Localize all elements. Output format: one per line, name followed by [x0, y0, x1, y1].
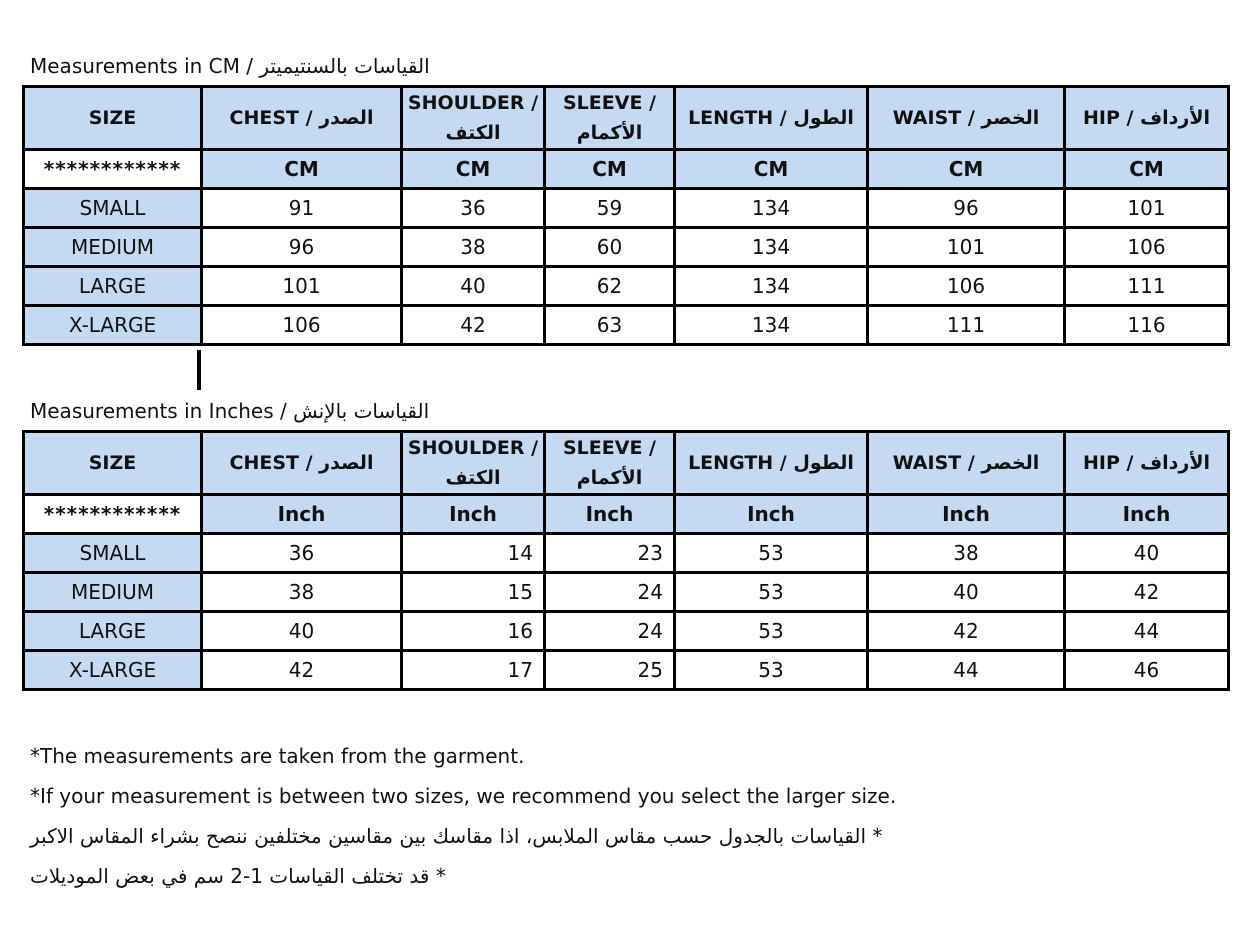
unit-cell: CM: [202, 150, 402, 189]
table-cell: 59: [545, 189, 675, 228]
table-cell: 38: [868, 534, 1065, 573]
table-cell: 96: [868, 189, 1065, 228]
table-cell: 106: [1065, 228, 1229, 267]
size-label: SMALL: [24, 189, 202, 228]
header-sleeve-line2: الأكمام: [576, 467, 643, 489]
header-size: SIZE: [24, 432, 202, 495]
header-row: [24, 87, 1229, 150]
header-shoulder: [402, 87, 545, 150]
table-cell: 116: [1065, 306, 1229, 345]
header-sleeve: [545, 432, 675, 495]
table-cell: 134: [675, 306, 868, 345]
unit-cell: Inch: [545, 495, 675, 534]
unit-cell: Inch: [868, 495, 1065, 534]
table-row: [24, 573, 1229, 612]
header-size: SIZE: [24, 87, 202, 150]
table-cell: 40: [1065, 534, 1229, 573]
header-chest: CHEST / الصدر: [202, 432, 402, 495]
table-cell: 38: [202, 573, 402, 612]
table-cell: 38: [402, 228, 545, 267]
table-cell: 42: [402, 306, 545, 345]
table-cell: 42: [868, 612, 1065, 651]
inch-table-caption: Measurements in Inches / القياسات بالإنش: [30, 399, 430, 423]
header-waist: WAIST / الخصر: [868, 432, 1065, 495]
header-sleeve-line1: SLEEVE /: [563, 437, 656, 459]
header-shoulder-line1: SHOULDER /: [407, 92, 539, 114]
header-shoulder-line2: الكتف: [445, 467, 501, 489]
unit-cell: Inch: [675, 495, 868, 534]
table-cell: 15: [402, 573, 545, 612]
table-cell: 63: [545, 306, 675, 345]
table-cell: 14: [402, 534, 545, 573]
table-cell: 60: [545, 228, 675, 267]
table-cell: 53: [675, 612, 868, 651]
unit-placeholder: ************: [24, 150, 202, 189]
cm-table-caption: Measurements in CM / القياسات بالسنتيميتر: [30, 54, 430, 78]
table-cell: 62: [545, 267, 675, 306]
table-cell: 53: [675, 573, 868, 612]
unit-placeholder: ************: [24, 495, 202, 534]
header-waist: WAIST / الخصر: [868, 87, 1065, 150]
table-row: [24, 612, 1229, 651]
table-cell: 24: [545, 612, 675, 651]
header-row: [24, 432, 1229, 495]
size-label: MEDIUM: [24, 573, 202, 612]
notes-section: [30, 740, 896, 900]
header-sleeve: [545, 87, 675, 150]
unit-row: [24, 495, 1229, 534]
header-hip: HIP / الأرداف: [1065, 432, 1229, 495]
unit-cell: Inch: [402, 495, 545, 534]
size-label: LARGE: [24, 612, 202, 651]
cm-size-table: [22, 85, 1230, 346]
size-label: X-LARGE: [24, 651, 202, 690]
note-arabic-variance: قد تختلف القياسات 1-2 سم في بعض الموديلات *: [30, 864, 446, 888]
table-divider-stub: [197, 350, 201, 390]
header-shoulder-line1: SHOULDER /: [407, 437, 539, 459]
table-row: [24, 228, 1229, 267]
inch-size-table: [22, 430, 1230, 691]
table-cell: 25: [545, 651, 675, 690]
table-cell: 134: [675, 267, 868, 306]
header-shoulder-line2: الكتف: [445, 122, 501, 144]
size-label: MEDIUM: [24, 228, 202, 267]
table-cell: 106: [868, 267, 1065, 306]
header-sleeve-line2: الأكمام: [576, 122, 643, 144]
table-row: [24, 306, 1229, 345]
table-cell: 101: [868, 228, 1065, 267]
table-cell: 36: [202, 534, 402, 573]
note-between-sizes: *If your measurement is between two sizes, we recommend you select the larger size.: [30, 784, 897, 808]
table-cell: 106: [202, 306, 402, 345]
unit-cell: CM: [1065, 150, 1229, 189]
table-cell: 101: [202, 267, 402, 306]
size-label: X-LARGE: [24, 306, 202, 345]
unit-cell: Inch: [202, 495, 402, 534]
header-shoulder: [402, 432, 545, 495]
table-cell: 42: [202, 651, 402, 690]
unit-cell: CM: [868, 150, 1065, 189]
table-cell: 101: [1065, 189, 1229, 228]
size-label: LARGE: [24, 267, 202, 306]
unit-cell: CM: [545, 150, 675, 189]
table-cell: 40: [202, 612, 402, 651]
note-garment: *The measurements are taken from the garment.: [30, 744, 525, 768]
table-cell: 16: [402, 612, 545, 651]
table-cell: 40: [402, 267, 545, 306]
table-cell: 36: [402, 189, 545, 228]
table-cell: 46: [1065, 651, 1229, 690]
table-cell: 24: [545, 573, 675, 612]
table-cell: 134: [675, 228, 868, 267]
header-length: LENGTH / الطول: [675, 87, 868, 150]
header-chest: CHEST / الصدر: [202, 87, 402, 150]
table-cell: 23: [545, 534, 675, 573]
header-sleeve-line1: SLEEVE /: [563, 92, 656, 114]
table-cell: 53: [675, 651, 868, 690]
note-arabic-sizes: القياسات بالجدول حسب مقاس الملابس، اذا مقاسك بين مقاسين مختلفين ننصح بشراء المقاس الاكبر *: [30, 824, 883, 848]
table-cell: 53: [675, 534, 868, 573]
table-cell: 44: [1065, 612, 1229, 651]
unit-cell: CM: [402, 150, 545, 189]
table-cell: 40: [868, 573, 1065, 612]
table-cell: 91: [202, 189, 402, 228]
unit-cell: CM: [675, 150, 868, 189]
table-cell: 111: [1065, 267, 1229, 306]
table-cell: 42: [1065, 573, 1229, 612]
table-cell: 96: [202, 228, 402, 267]
table-cell: 111: [868, 306, 1065, 345]
table-cell: 17: [402, 651, 545, 690]
table-row: [24, 534, 1229, 573]
table-cell: 44: [868, 651, 1065, 690]
size-label: SMALL: [24, 534, 202, 573]
header-hip: HIP / الأرداف: [1065, 87, 1229, 150]
table-cell: 134: [675, 189, 868, 228]
header-length: LENGTH / الطول: [675, 432, 868, 495]
unit-row: [24, 150, 1229, 189]
table-row: [24, 651, 1229, 690]
table-row: [24, 267, 1229, 306]
table-row: [24, 189, 1229, 228]
unit-cell: Inch: [1065, 495, 1229, 534]
